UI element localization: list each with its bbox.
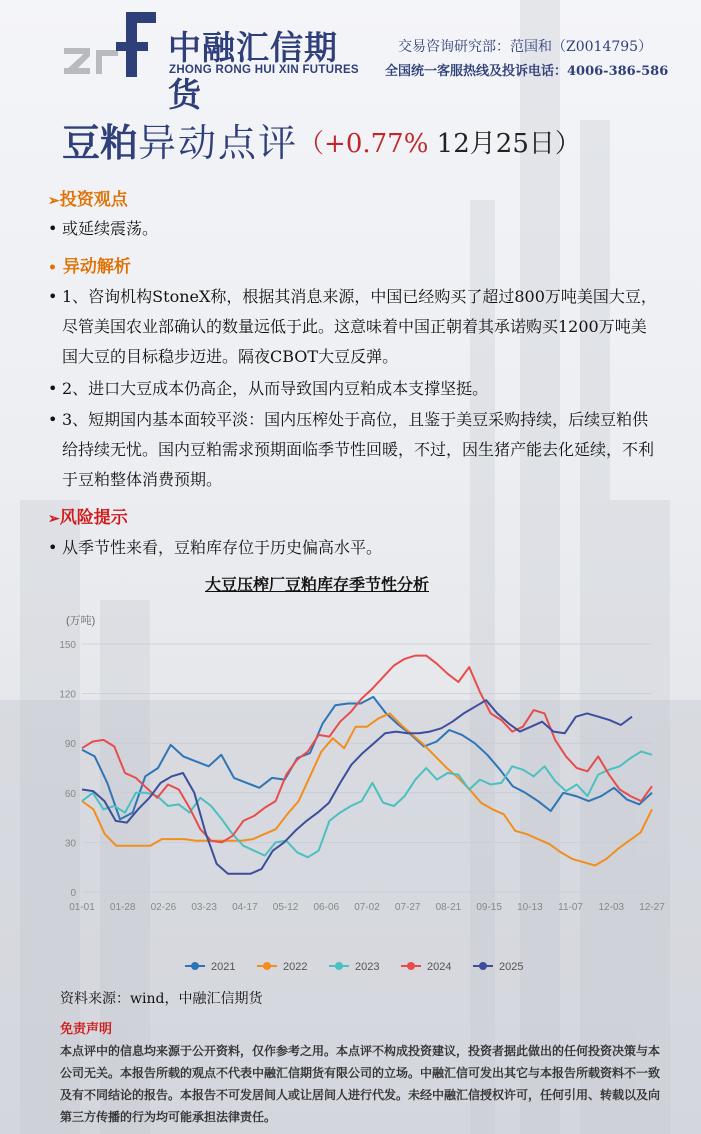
y-tick-label: 150 bbox=[59, 640, 76, 651]
legend-swatch-marker bbox=[335, 962, 343, 970]
x-tick-label: 01-28 bbox=[109, 902, 136, 913]
section-investment-view: ➢投资观点 bbox=[48, 190, 128, 210]
y-tick-label: 30 bbox=[64, 838, 76, 850]
seasonal-inventory-chart bbox=[40, 600, 680, 990]
bullet-marker-icon: • bbox=[48, 260, 57, 276]
x-tick-label: 02-26 bbox=[150, 902, 177, 913]
x-tick-label: 09-15 bbox=[476, 902, 502, 913]
report-title bbox=[62, 112, 581, 167]
x-tick-label: 12-27 bbox=[639, 902, 665, 913]
legend-label: 2023 bbox=[355, 961, 380, 973]
legend-label: 2021 bbox=[211, 961, 236, 973]
arrow-marker-icon: ➢ bbox=[48, 193, 60, 209]
x-tick-label: 10-13 bbox=[517, 902, 543, 913]
legend-swatch-marker bbox=[407, 962, 415, 970]
legend-label: 2025 bbox=[499, 961, 524, 973]
title-type: 异动点评 bbox=[138, 121, 299, 165]
x-tick-label: 11-07 bbox=[558, 902, 583, 913]
series-line-2023 bbox=[82, 752, 652, 858]
x-tick-label: 01-01 bbox=[69, 902, 95, 913]
x-tick-label: 06-06 bbox=[313, 902, 340, 913]
x-tick-label: 04-17 bbox=[232, 902, 258, 913]
y-tick-label: 90 bbox=[64, 739, 76, 751]
title-product: 豆粕 bbox=[62, 121, 139, 165]
company-logo bbox=[60, 12, 370, 114]
x-tick-label: 03-23 bbox=[191, 902, 217, 913]
section-analysis: • 异动解析 bbox=[48, 257, 131, 277]
title-change: （+0.77% bbox=[298, 129, 429, 159]
y-tick-label: 60 bbox=[64, 788, 76, 800]
list-item: • 或延续震荡。 bbox=[48, 219, 159, 238]
chart-title: 大豆压榨厂豆粕库存季节性分析 bbox=[205, 575, 430, 594]
hotline-contact: 全国统一客服热线及投诉电话：4006-386-586 bbox=[385, 64, 669, 79]
x-tick-label: 05-12 bbox=[272, 902, 299, 913]
legend-swatch-marker bbox=[191, 962, 199, 970]
disclaimer-text: 本点评中的信息均来源于公开资料，仅作参考之用。本点评不构成投资建议，投资者据此做出的任何投资决策与本公司无关。本报告所载的观点不代表中融汇信期货有限公司的立场。中融汇信可发出其它与本报告所载资料不一致及有不同结论的报告。本报告不可发居间人或让居间人进行代发。未经中融汇信授权许可，任何引用、转载以及向第三方传播的行为均可能承担法律责任。 bbox=[60, 1044, 661, 1124]
y-axis-unit-label: (万吨) bbox=[66, 615, 96, 627]
y-tick-label: 0 bbox=[70, 888, 76, 899]
data-source: 资料来源：wind，中融汇信期货 bbox=[60, 991, 263, 1007]
zrhx-logo-mark bbox=[60, 12, 160, 80]
x-tick-label: 08-21 bbox=[435, 902, 462, 913]
section-risk: ➢风险提示 bbox=[48, 508, 128, 528]
disclaimer-title: 免责声明 bbox=[60, 1022, 113, 1037]
legend-label: 2024 bbox=[427, 961, 452, 973]
list-item: • 3、短期国内基本面较平淡：国内压榨处于高位，且鉴于美豆采购持续，后续豆粕供给持续无忧。国内豆粕需求预期面临季节性回暖，不过，因生猪产能去化延续，不利于豆粕整体消费预期。 bbox=[48, 410, 655, 489]
legend-swatch-marker bbox=[479, 962, 487, 970]
y-tick-label: 120 bbox=[59, 689, 76, 701]
list-item: • 从季节性来看，豆粕库存位于历史偏高水平。 bbox=[48, 538, 383, 557]
x-tick-label: 12-03 bbox=[598, 902, 625, 913]
legend-label: 2022 bbox=[283, 961, 308, 973]
list-item: • 2、进口大豆成本仍高企，从而导致国内豆粕成本支撑坚挺。 bbox=[48, 379, 489, 398]
research-department-contact: 交易咨询研究部：范国和（Z0014795） bbox=[398, 39, 653, 55]
title-date: 12月25日） bbox=[428, 129, 581, 159]
x-tick-label: 07-02 bbox=[354, 902, 380, 913]
logo-chinese-name: 中融汇信期货 bbox=[168, 28, 338, 114]
logo-english-name: ZHONG RONG HUI XIN FUTURES bbox=[169, 64, 359, 76]
list-item: • 1、咨询机构StoneX称，根据其消息来源，中国已经购买了超过800万吨美国大豆，尽管美国农业部确认的数量远低于此。这意味着中国正朝着其承诺购买1200万吨美国大豆的目标稳步迈进。隔夜CBOT大豆反弹。 bbox=[48, 287, 657, 366]
x-tick-label: 07-27 bbox=[394, 902, 421, 913]
legend-swatch-marker bbox=[263, 962, 271, 970]
arrow-marker-icon: ➢ bbox=[48, 511, 60, 527]
